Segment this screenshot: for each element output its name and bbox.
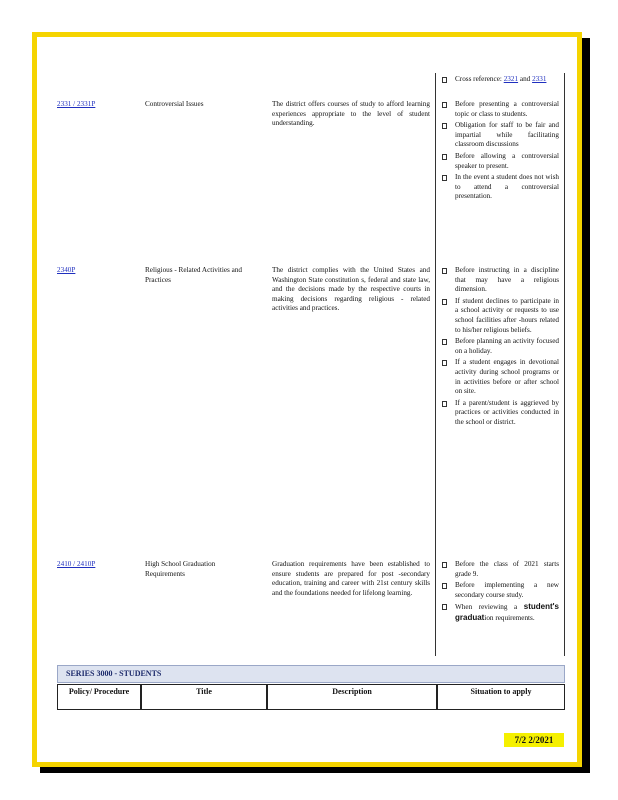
situation-text: When reviewing a xyxy=(455,603,518,612)
policy-title: Religious - Related Activities and Practices xyxy=(145,266,243,284)
policy-code-link[interactable]: 2331 / 2331P xyxy=(57,100,96,108)
cross-ref-link-2321[interactable]: 2321 xyxy=(503,75,519,83)
situation-item: If a parent/student is aggrieved by practices or activities conducted in the school or district. xyxy=(441,399,559,428)
situation-cell xyxy=(441,560,559,626)
situation-item xyxy=(441,602,559,623)
situation-item: Before instructing in a discipline that may have a religious dimension. xyxy=(441,266,559,295)
situation-cell xyxy=(441,266,559,430)
header-title: Title xyxy=(141,684,267,710)
cross-ref-label: Cross reference: xyxy=(455,75,502,83)
situation-cell xyxy=(441,75,559,87)
situation-item: If student declines to participate in a school activity or requests to use school facilities after -hours related to his/her religious beliefs. xyxy=(441,297,559,335)
policy-description: The district offers courses of study to afford learning experiences appropriate to the level of student understanding. xyxy=(272,100,430,128)
column-divider-left xyxy=(435,73,436,656)
situation-item: If a student engages in devotional activity during school programs or in activities before or after school on site. xyxy=(441,358,559,396)
policy-code-link[interactable]: 2410 / 2410P xyxy=(57,560,96,568)
situation-item: Before implementing a new secondary course study. xyxy=(441,581,559,600)
situation-item: In the event a student does not wish to attend a controversial presentation. xyxy=(441,173,559,202)
header-situation: Situation to apply xyxy=(437,684,565,710)
header-policy: Policy/ Procedure xyxy=(57,684,141,710)
policy-description: The district complies with the United States and Washington State constitution s, federal and state law, and the decisions made by the respective courts in making decisions regarding religious - related activities and practices. xyxy=(272,266,430,313)
situation-item: Before planning an activity focused on a holiday. xyxy=(441,337,559,356)
header-description: Description xyxy=(267,684,437,710)
cross-ref-and: and xyxy=(519,75,531,83)
situation-item xyxy=(441,75,559,85)
revision-date: 7/2 2/2021 xyxy=(504,733,564,747)
policy-title: High School Graduation Requirements xyxy=(145,560,216,578)
column-divider-right xyxy=(564,73,565,656)
situation-emphasis: student's graduat xyxy=(455,602,560,622)
page-frame xyxy=(32,32,582,767)
policy-description: Graduation requirements have been established to ensure students are prepared for post -secondary education, training and career with 21st century skills and the foundations needed for lifelong learning. xyxy=(272,560,430,597)
cross-ref-link-2331[interactable]: 2331 xyxy=(532,75,547,83)
policy-code-link[interactable]: 2340P xyxy=(57,266,76,274)
series-banner: SERIES 3000 - STUDENTS xyxy=(57,665,565,683)
situation-cell xyxy=(441,100,559,204)
policy-title: Controversial Issues xyxy=(145,100,204,108)
situation-item: Before the class of 2021 starts grade 9. xyxy=(441,560,559,579)
situation-item: Obligation for staff to be fair and impartial while facilitating classroom discussions xyxy=(441,121,559,150)
situation-item: Before allowing a controversial speaker to present. xyxy=(441,152,559,171)
situation-text: ion requirements. xyxy=(484,613,535,622)
situation-item: Before presenting a controversial topic or class to students. xyxy=(441,100,559,119)
table-header xyxy=(57,684,565,710)
